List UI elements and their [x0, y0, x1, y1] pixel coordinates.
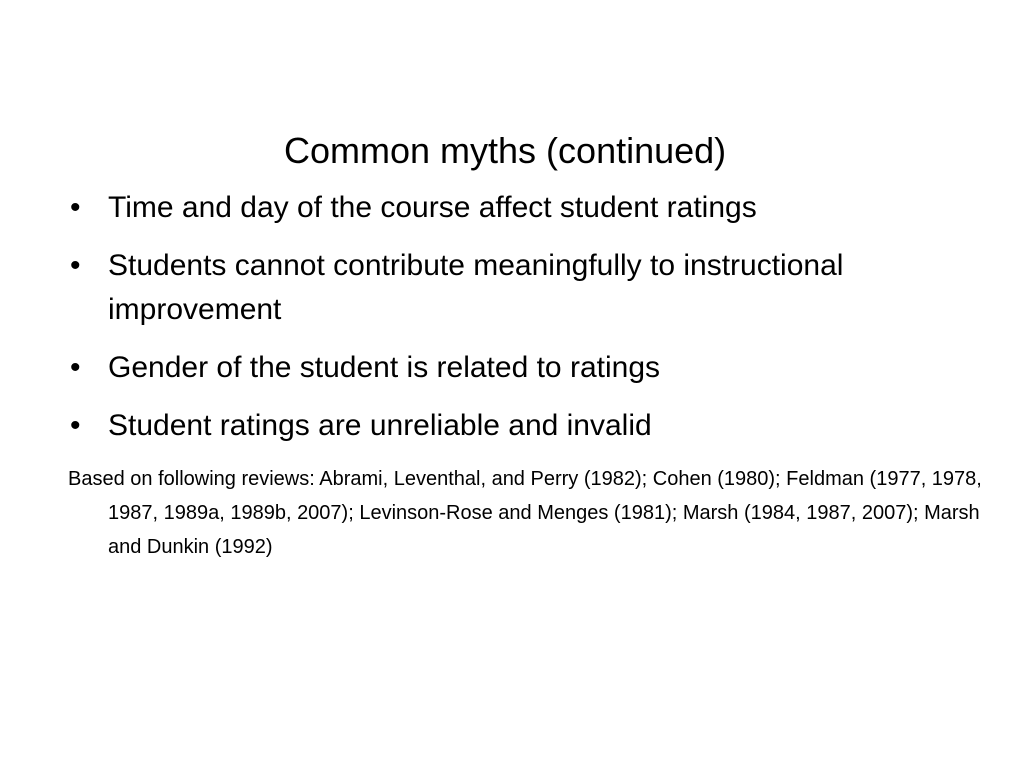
bullet-text: Student ratings are unreliable and invalid [108, 409, 652, 442]
bullet-text: Students cannot contribute meaningfully to instructional improvement [108, 249, 844, 326]
bullet-icon: • [70, 409, 81, 442]
bullet-item [68, 404, 968, 448]
bullet-item [68, 186, 968, 230]
bullet-icon: • [70, 249, 81, 282]
bullet-icon: • [70, 191, 81, 224]
bullet-item [68, 346, 968, 390]
bullet-item [68, 244, 968, 332]
bullet-icon: • [70, 351, 81, 384]
slide-title: Common myths (continued) [284, 130, 727, 171]
bullet-text: Gender of the student is related to ratings [108, 351, 660, 384]
bullet-text: Time and day of the course affect student ratings [108, 191, 757, 224]
bullet-list [68, 186, 968, 462]
citation-text: Based on following reviews: Abrami, Leventhal, and Perry (1982); Cohen (1980); Feldman (1977, 1978, 1987, 1989a, 1989b, 2007); Levinson-Rose and Menges (1981); Marsh (1984, 1987, 2007); Marsh and Dunkin (1992) [68, 468, 982, 558]
